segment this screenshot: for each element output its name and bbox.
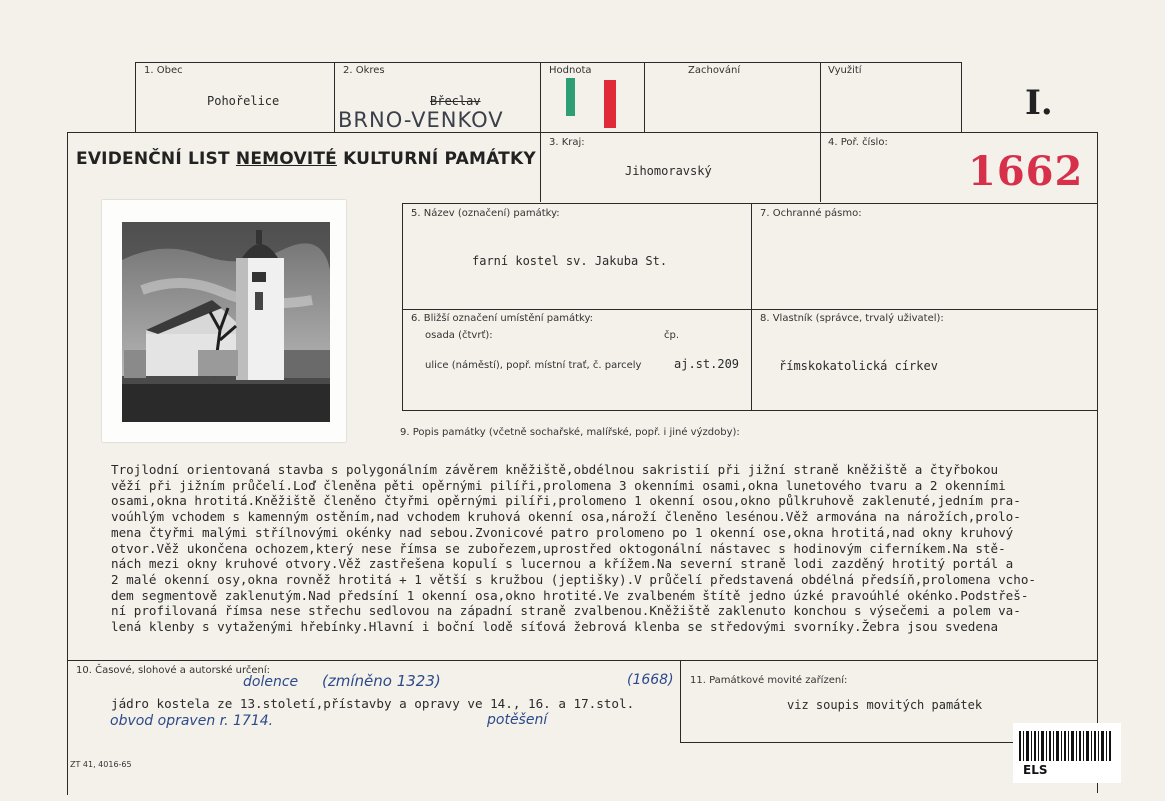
okres-label: 2. Okres	[343, 65, 385, 76]
por-cislo-label: 4. Poř. číslo:	[828, 137, 888, 148]
form-code: ZT 41, 4016-65	[70, 760, 132, 769]
popis-line: lená klenby s vytaženými hřebínky.Hlavní i boční lodě síťová žebrová klenba se středovými svorníky.Žebra jsou svedena	[111, 619, 999, 635]
barcode	[1013, 723, 1121, 783]
parcela-value: aj.st.209	[674, 357, 740, 371]
popis-line: nách mezi okny kruhové otvory.Věž zastřešena kopulí s lucernou a křížem.Na severní straně lodi zazděný hrotitý portál a	[111, 556, 1014, 572]
title-part2: NEMOVITÉ	[235, 149, 337, 169]
ulice-label: ulice (náměstí), popř. místní trať, č. parcely	[425, 360, 642, 371]
nazev-label: 5. Název (označení) památky:	[411, 208, 560, 219]
ochranne-label: 7. Ochranné pásmo:	[760, 208, 862, 219]
popis-line: věží při jižním průčelí.Loď členěna pěti opěrnými pilíři,prolomena 3 okenními osami,okna lunetového tvaru a 2 okenními	[111, 477, 1006, 493]
movite-value: viz soupis movitých památek	[787, 698, 983, 712]
vyuziti-label: Využití	[828, 65, 862, 76]
hodnota-label: Hodnota	[549, 65, 592, 76]
barcode-label: ELS	[1023, 763, 1048, 777]
umisteni-label: 6. Bližší označení umístění památky:	[411, 313, 594, 324]
movite-label: 11. Památkové movité zařízení:	[690, 675, 848, 686]
hodnota-mark-green	[566, 78, 575, 116]
popis-label: 9. Popis památky (včetně sochařské, malířské, popř. i jiné výzdoby):	[400, 427, 740, 438]
casove-hand-note-3: (1668)	[627, 672, 674, 688]
okres-handwritten: BRNO-VENKOV	[338, 108, 504, 132]
popis-line: ní profilovaná římsa nese střechu sedlovou na západní straně zvalbenou.Kněžiště zaklenuto konchou s výsečemi a polem va-	[111, 603, 1021, 619]
popis-line: Trojlodní orientovaná stavba s polygonálním závěrem kněžiště,obdélnou sakristií při jižní straně kněžiště a čtyřbokou	[111, 462, 999, 477]
hodnota-mark-red	[604, 80, 616, 128]
okres-old-value: Břeclav	[430, 94, 481, 108]
popis-line: osami,okna hrotitá.Kněžiště členěno čtyřmi opěrnými pilíři,prolomeno 1 okenní osou,okno půlkruhově zaklenuté,jedním pra-	[111, 493, 1021, 509]
casove-hand-note-5: potěšení	[487, 712, 548, 728]
title-part1: EVIDENČNÍ LIST	[76, 149, 230, 169]
page-title	[76, 149, 536, 169]
casove-hand-note-4: obvod opraven r. 1714.	[110, 713, 274, 729]
nazev-value: farní kostel sv. Jakuba St.	[472, 254, 668, 268]
popis-line: dem segmentově zaklenutým.Nad předsíní 1 okenní osa,okno hrotité.Ve zvalbeném štítě jedno úzké pravoúhlé okénko.Podstřeš-	[111, 587, 1029, 603]
popis-text	[111, 462, 1066, 635]
title-part3: KULTURNÍ PAMÁTKY	[343, 149, 536, 169]
popis-line: mena čtyřmi malými střílnovými okénky nad sebou.Zvonicové patro prolomeno po 1 okenní ose,okna hrotitá,nad okny kruhový	[111, 524, 1014, 540]
casove-hand-note-2: (zmíněno 1323)	[322, 672, 441, 690]
obec-label: 1. Obec	[144, 65, 183, 76]
vlastnik-value: římskokatolická církev	[779, 359, 938, 373]
obec-value: Pohořelice	[207, 94, 280, 108]
zachovani-label: Zachování	[688, 65, 741, 76]
popis-line: otvor.Věž ukončena ochozem,který nese římsa se zubořezem,uprostřed oktogonální nástavec s hodinovým ciferníkem.Na stě-	[111, 540, 1006, 556]
casove-label: 10. Časové, slohové a autorské určení:	[76, 665, 271, 676]
popis-line: 2 malé okenní osy,okna rovněž hrotitá + 1 větší s kružbou (jeptišky).V průčelí představená obdélná předsíň,prolomena vcho-	[111, 571, 1037, 587]
osada-label: osada (čtvrť):	[425, 330, 493, 341]
por-cislo-value: 1662	[968, 148, 1084, 195]
cp-label: čp.	[664, 330, 680, 341]
vlastnik-label: 8. Vlastník (správce, trvalý uživatel):	[760, 313, 944, 324]
kraj-label: 3. Kraj:	[549, 137, 585, 148]
popis-line: voúhlým vchodem s kamenným ostěním,nad vchodem kruhová okenní osa,nároží členěno lesénou.Věž armována na nárožích,prolo-	[111, 509, 1021, 525]
casove-hand-note-1: dolence	[243, 674, 299, 690]
casove-value: jádro kostela ze 13.století,přístavby a opravy ve 14., 16. a 17.stol.	[111, 696, 635, 711]
category-roman: I.	[1025, 83, 1053, 123]
kraj-value: Jihomoravský	[625, 164, 712, 178]
church-photo	[102, 200, 346, 442]
